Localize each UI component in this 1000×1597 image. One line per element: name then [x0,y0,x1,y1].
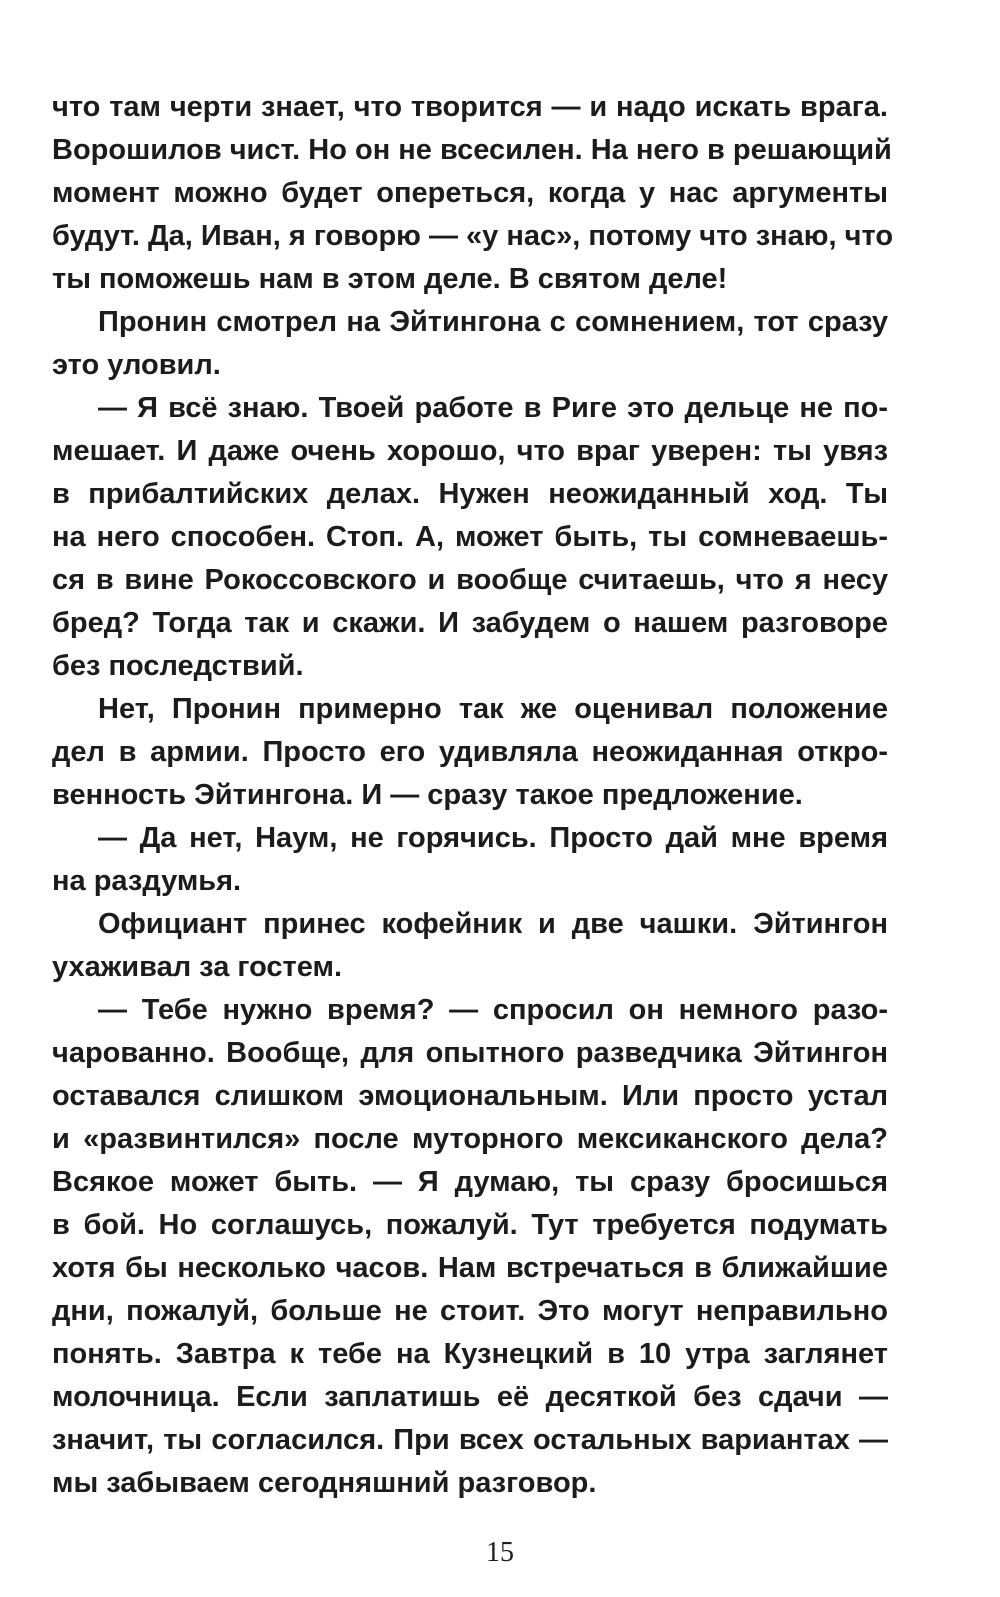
text-line: оставался слишком эмоциональным. Или просто устал [52,1080,888,1112]
text-line: ся в вине Рокоссовского и вообще считаешь, что я несу [52,564,888,596]
text-line: момент можно будет опереться, когда у нас аргументы [52,177,888,209]
text-line: на раздумья. [52,865,242,897]
text-line: — Да нет, Наум, не горячись. Просто дай мне время [98,822,888,854]
text-line: и «развинтился» после муторного мексиканского дела? [52,1123,888,1155]
text-line: хотя бы несколько часов. Нам встречаться в ближайшие [52,1252,888,1284]
text-line: Нет, Пронин примерно так же оценивал положение [98,693,888,725]
text-line: венность Эйтингона. И — сразу такое предложение. [52,779,803,811]
text-line: мешает. И даже очень хорошо, что враг уверен: ты увяз [52,435,888,467]
text-line: в бой. Но соглашусь, пожалуй. Тут требуется подумать [52,1209,888,1241]
text-line: Пронин смотрел на Эйтингона с сомнением, тот сразу [98,306,888,338]
text-line: мы забываем сегодняшний разговор. [52,1467,597,1499]
book-page-text [52,86,894,1505]
text-line: на него способен. Стоп. А, может быть, ты сомневаешь- [52,521,888,553]
text-line: Всякое может быть. — Я думаю, ты сразу бросишься [52,1166,888,1198]
text-line: значит, ты согласился. При всех остальных вариантах — [52,1424,888,1456]
text-line: ухаживал за гостем. [52,951,343,983]
text-line: в прибалтийских делах. Нужен неожиданный ход. Ты [52,478,888,510]
text-line: ты поможешь нам в этом деле. В святом деле! [52,263,728,295]
text-line: без последствий. [52,650,304,682]
text-line: дел в армии. Просто его удивляла неожиданная откро- [52,736,888,768]
text-line: дни, пожалуй, больше не стоит. Это могут неправильно [52,1295,888,1327]
text-line: Ворошилов чист. Но он не всесилен. На него в решающий [52,134,892,166]
text-line: молочница. Если заплатишь её десяткой без сдачи — [52,1381,888,1413]
text-line: это уловил. [52,349,221,381]
text-line: будут. Да, Иван, я говорю — «у нас», потому что знаю, что [52,220,894,252]
text-line: чарованно. Вообще, для опытного разведчика Эйтингон [52,1037,888,1069]
page-number: 15 [486,1537,514,1568]
text-line: понять. Завтра к тебе на Кузнецкий в 10 утра заглянет [52,1338,888,1370]
text-line: — Я всё знаю. Твоей работе в Риге это дельце не по- [98,392,888,424]
text-line: что там черти знает, что творится — и надо искать врага. [52,91,888,123]
text-line: бред? Тогда так и скажи. И забудем о нашем разговоре [52,607,888,639]
text-line: — Тебе нужно время? — спросил он немного разо- [98,994,888,1026]
text-line: Официант принес кофейник и две чашки. Эйтингон [98,908,888,940]
